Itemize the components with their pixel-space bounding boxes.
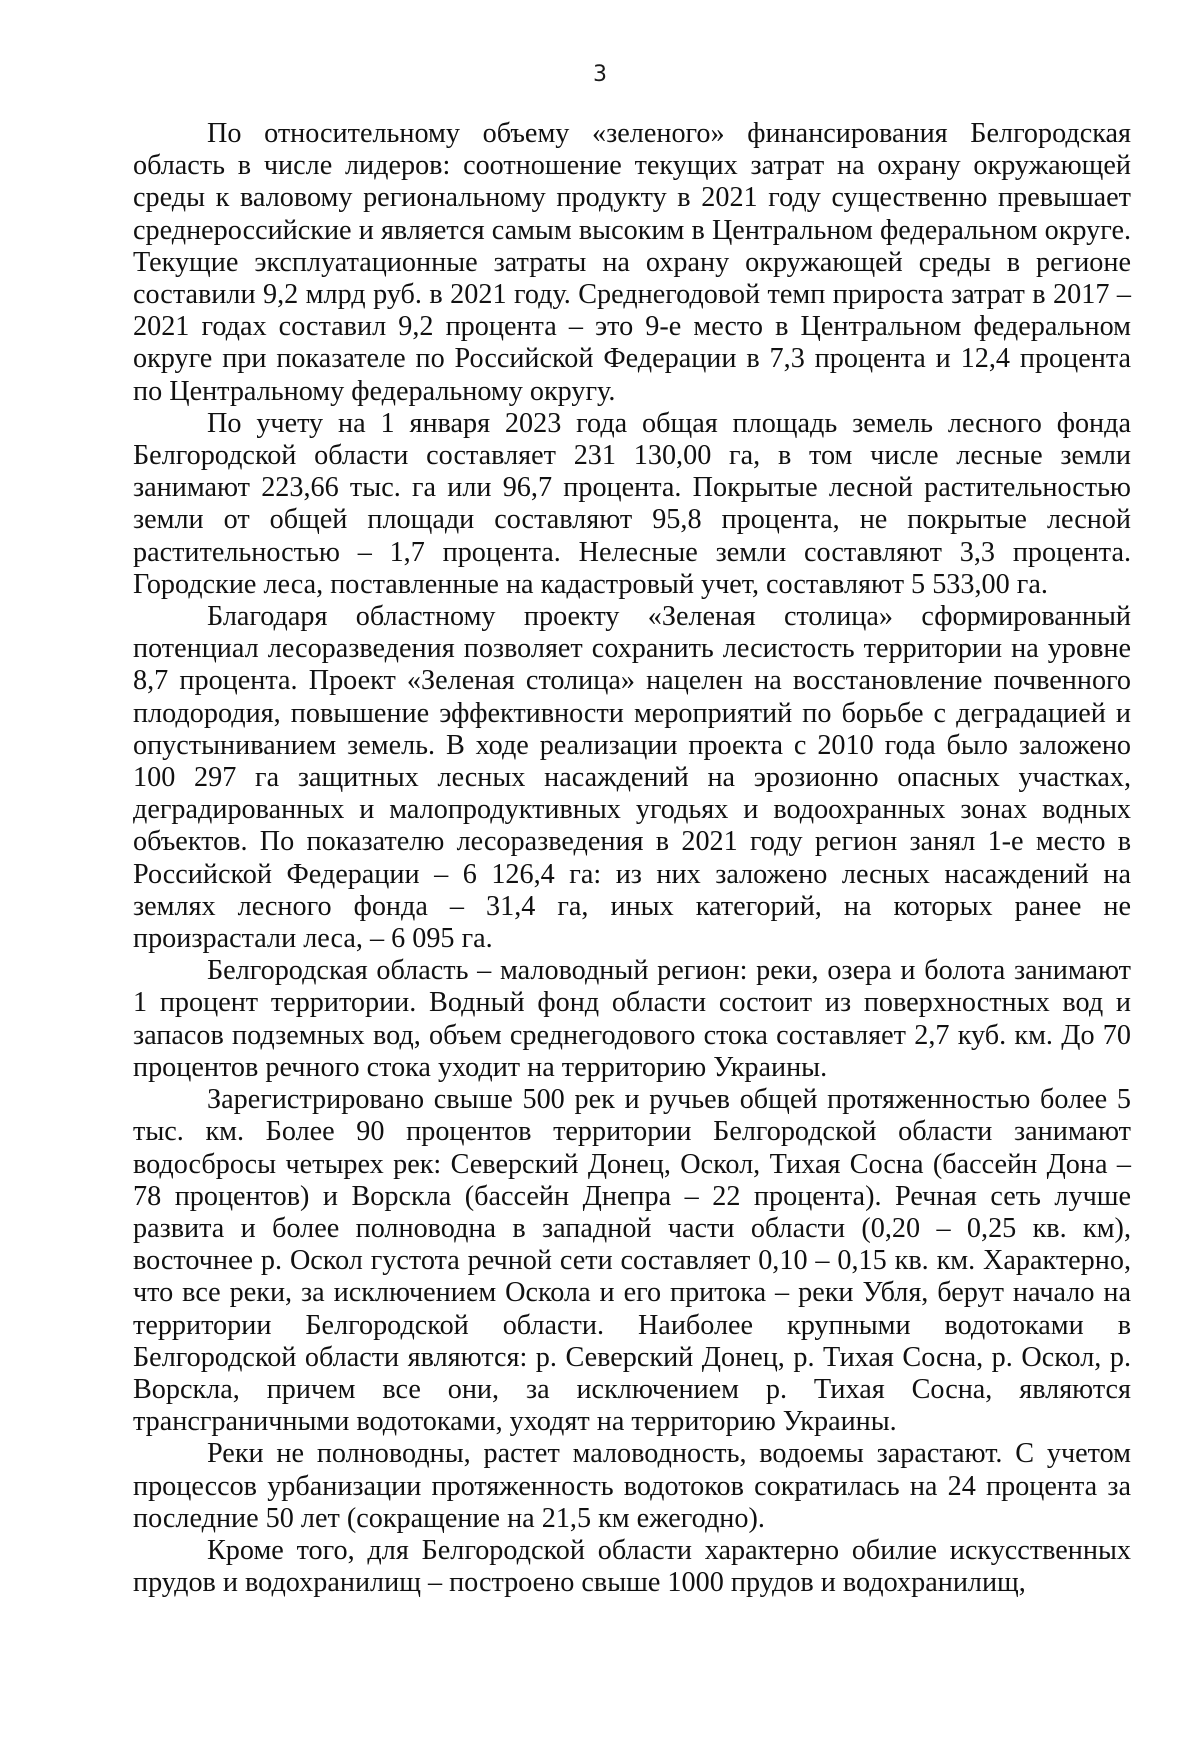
paragraph-forest-fund: По учету на 1 января 2023 года общая площадь земель лесного фонда Белгородской области составляет 231 130,00 га, в том числе лесные земли занимают 223,66 тыс. га или 96,7 процента. Покрытые лесной растительностью земли от общей площади составляют 95,8 процента, не покрытые лесной растительностью – 1,7 процента. Нелесные земли составляют 3,3 процента. Городские леса, поставленные на кадастровый учет, составляют 5 533,00 га.: [133, 407, 1131, 600]
paragraph-ponds-reservoirs: Кроме того, для Белгородской области характерно обилие искусственных прудов и водохранилищ – построено свыше 1000 прудов и водохранилищ,: [133, 1534, 1131, 1599]
paragraph-green-capital-project: Благодаря областному проекту «Зеленая столица» сформированный потенциал лесоразведения позволяет сохранить лесистость территории на уровне 8,7 процента. Проект «Зеленая столица» нацелен на восстановление почвенного плодородия, повышение эффективности мероприятий по борьбе с деградацией и опустыниванием земель. В ходе реализации проекта с 2010 года было заложено 100 297 га защитных лесных насаждений на эрозионно опасных участках, деградированных и малопродуктивных угодьях и водоохранных зонах водных объектов. По показателю лесоразведения в 2021 году регион занял 1-е место в Российской Федерации – 6 126,4 га: из них заложено лесных насаждений на землях лесного фонда – 31,4 га, иных категорий, на которых ранее не произрастали леса, – 6 095 га.: [133, 601, 1131, 955]
page-number: 3: [593, 62, 607, 87]
paragraph-rivers: Зарегистрировано свыше 500 рек и ручьев общей протяженностью более 5 тыс. км. Более 90 процентов территории Белгородской области занимают водосбросы четырех рек: Северский Донец, Оскол, Тихая Сосна (бассейн Дона – 78 процентов) и Ворскла (бассейн Днепра – 22 процента). Речная сеть лучше развита и более полноводна в западной части области (0,20 – 0,25 кв. км), восточнее р. Оскол густота речной сети составляет 0,10 – 0,15 кв. км. Характерно, что все реки, за исключением Оскола и его притока – реки Убля, берут начало на территории Белгородской области. Наиболее крупными водотоками в Белгородской области являются: р. Северский Донец, р. Тихая Сосна, р. Оскол, р. Ворскла, причем все они, за исключением р. Тихая Сосна, являются трансграничными водотоками, уходят на территорию Украины.: [133, 1084, 1131, 1438]
paragraph-green-financing: По относительному объему «зеленого» финансирования Белгородская область в числе лидеров: соотношение текущих затрат на охрану окружающей среды к валовому региональному продукту в 2021 году существенно превышает среднероссийские и является самым высоким в Центральном федеральном округе. Текущие эксплуатационные затраты на охрану окружающей среды в регионе составили 9,2 млрд руб. в 2021 году. Среднегодовой темп прироста затрат в 2017 – 2021 годах составил 9,2 процента – это 9-е место в Центральном федеральном округе при показателе по Российской Федерации в 7,3 процента и 12,4 процента по Центральному федеральному округу.: [133, 118, 1131, 407]
document-body: [133, 118, 1131, 1599]
paragraph-water-scarcity: Белгородская область – маловодный регион: реки, озера и болота занимают 1 процент территории. Водный фонд области состоит из поверхностных вод и запасов подземных вод, объем среднегодового стока составляет 2,7 куб. км. До 70 процентов речного стока уходит на территорию Украины.: [133, 955, 1131, 1083]
paragraph-river-decline: Реки не полноводны, растет маловодность, водоемы зарастают. С учетом процессов урбанизации протяженность водотоков сократилась на 24 процента за последние 50 лет (сокращение на 21,5 км ежегодно).: [133, 1438, 1131, 1534]
